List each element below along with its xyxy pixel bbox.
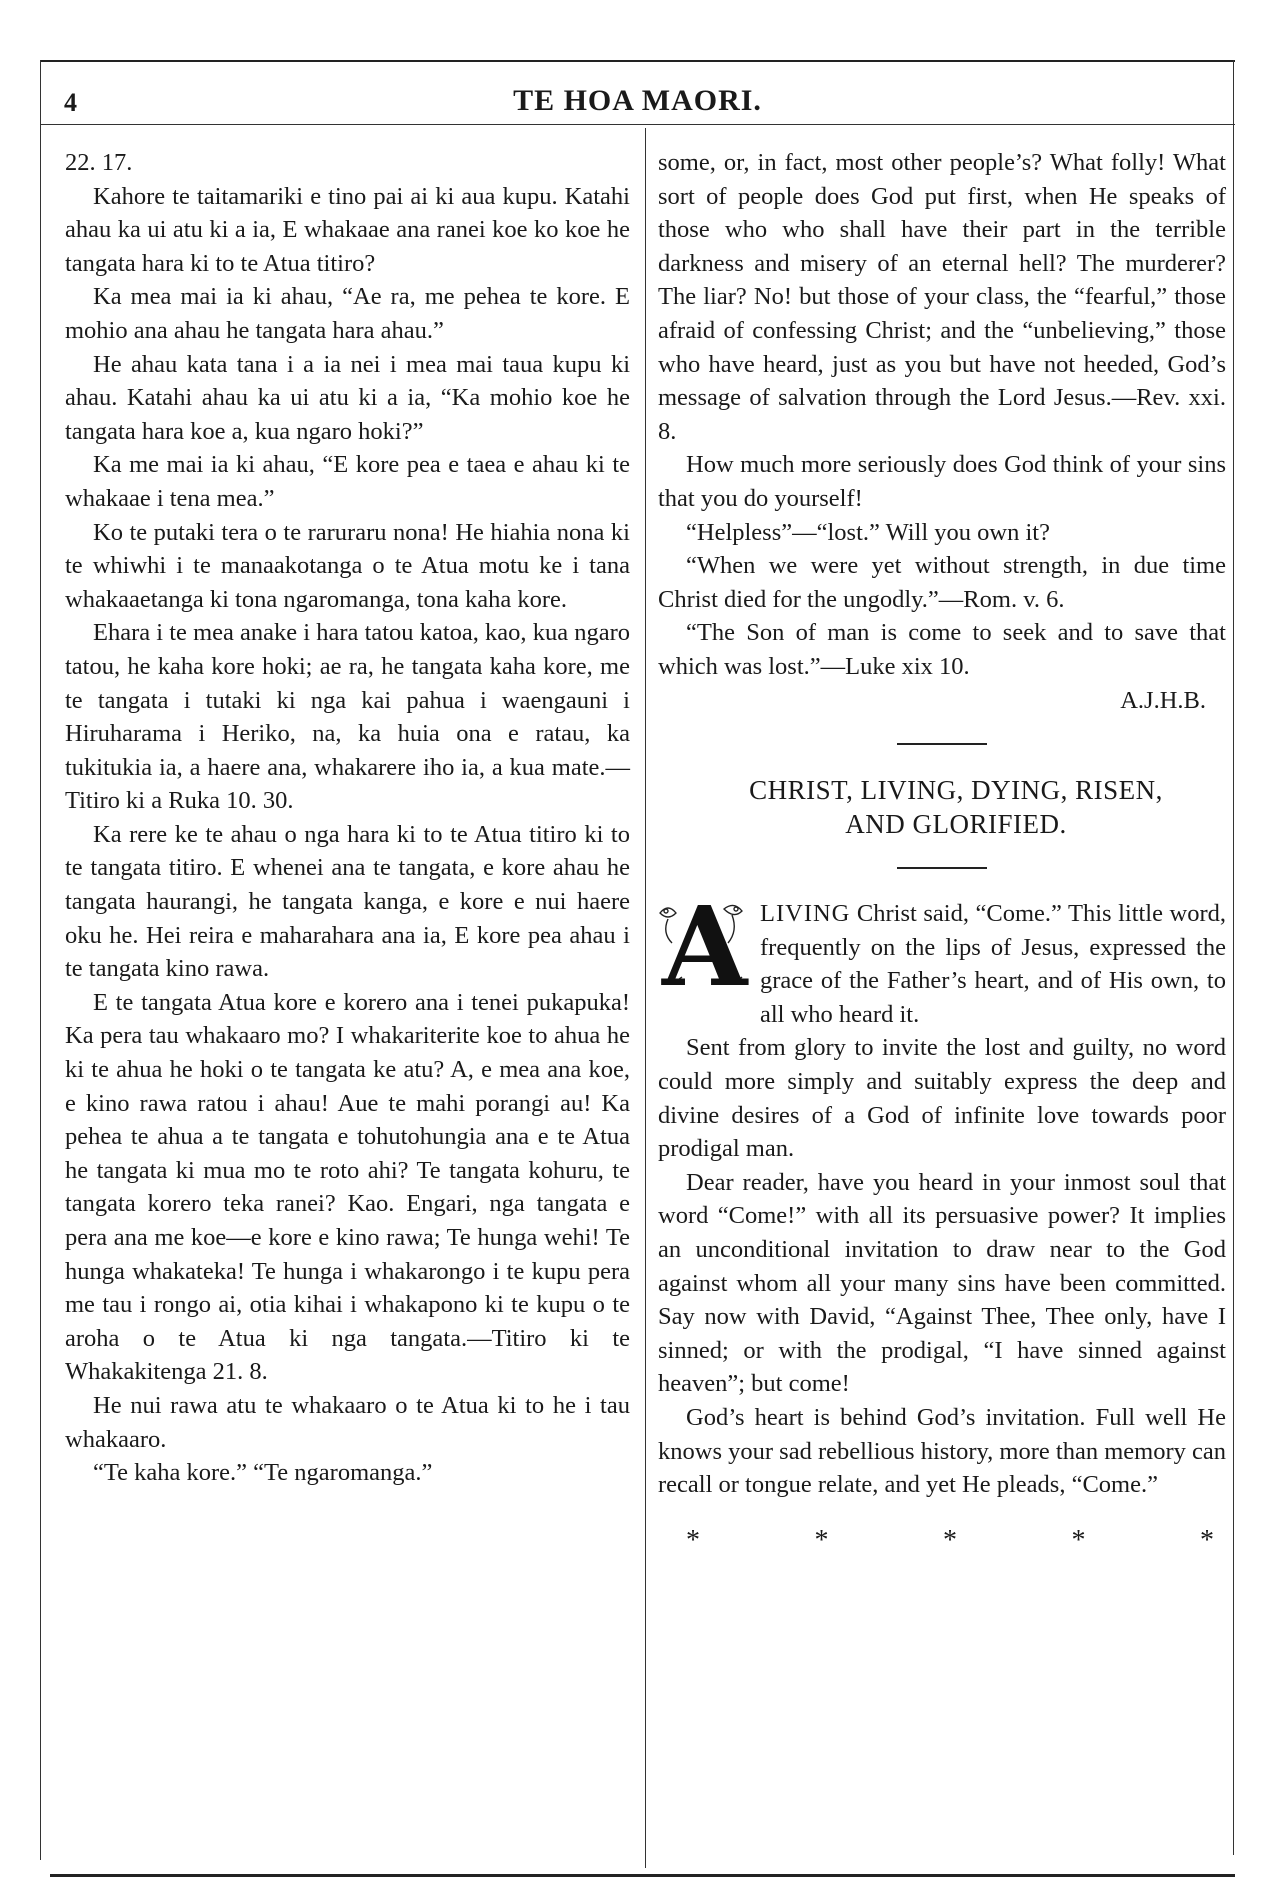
dropcap-paragraph-text: Christ said, “Come.” This little word, frequently on the lips of Jesus, expressed the grace of the Father’s heart, and of His own, to all who heard it. (760, 900, 1227, 1028)
newspaper-page (40, 60, 1240, 1880)
frame-left-rule (40, 60, 41, 1860)
right-paragraph: “When we were yet without strength, in due time Christ died for the ungodly.”—Rom. v. 6. (658, 552, 1226, 613)
asterisk: * (686, 1524, 700, 1556)
section-separator-rule (897, 743, 987, 745)
section-title-line-1: CHRIST, LIVING, DYING, RISEN, (749, 775, 1163, 806)
left-paragraph: Ka me mai ia ki ahau, “E kore pea e taea e ahau ki te whakaae i tena mea.” (65, 451, 630, 512)
asterisk: * (1200, 1524, 1214, 1556)
dropcap-letter: A (662, 882, 748, 1012)
left-paragraph: E te tangata Atua kore e korero ana i tenei pukapuka! Ka pera tau whakaaro mo? I whakariterite koe to ahua he ki te ahua he hoki o te tangata ke atu? A, e mea ana koe, e kino rawa ratou i ahau! Aue te mahi porangi au! Ka pehea te ahua a te tangata e tohutohungia ana e te Atua he tangata ki mua mo te roto ahi? Te tangata kohuru, te tangata korero teka ranei? Kao. Engari, nga tangata e pera ana me koe—e kore e kino rawa; Te hunga wehi! Te hunga whakateka! Te hunga i whakarongo i te kupu pera me tau i rongo ai, otia kihai i whakapono ki te kupu o te aroha o te Atua ki nga tangata.—Titiro ki te Whakakitenga 21. 8. (65, 988, 630, 1386)
left-paragraph: “Te kaha kore.” “Te ngaromanga.” (93, 1459, 433, 1487)
left-paragraph: Kahore te taitamariki e tino pai ai ki aua kupu. Katahi ahau ka ui atu ki a ia, E whakaae ana ranei koe ko koe he tangata hara ki to te Atua titiro? (65, 182, 630, 277)
left-paragraph: Ka mea mai ia ki ahau, “Ae ra, me pehea te kore. E mohio ana ahau he tangata hara ahau.” (65, 283, 630, 344)
dropcap-lead-in: LIVING (760, 900, 851, 928)
right-paragraph: God’s heart is behind God’s invitation. Full well He knows your sad rebellious history, more than memory can recall or tongue relate, and yet He pleads, “Come.” (658, 1404, 1226, 1499)
asterisk: * (1071, 1524, 1086, 1556)
asterisk: * (814, 1524, 829, 1556)
frame-right-rule (1233, 60, 1234, 1855)
asterism-row (658, 1502, 1226, 1558)
left-paragraph: Ko te putaki tera o te raruraru nona! He hiahia nona ki te whiwhi i te manaakotanga o te Atua motu ke i tana whakaaetanga ki tona ngaromanga, tona kaha kore. (65, 518, 630, 613)
ornamental-dropcap (654, 882, 750, 1012)
right-paragraph: How much more seriously does God think of your sins that you do yourself! (658, 451, 1226, 512)
author-signature: A.J.H.B. (1120, 686, 1206, 714)
frame-top-rule (40, 60, 1235, 62)
frame-bottom-rule (50, 1874, 1235, 1877)
section-separator-rule (897, 867, 987, 869)
left-paragraph: 22. 17. (65, 149, 133, 176)
left-paragraph: Ka rere ke te ahau o nga hara ki to te Atua titiro ki to te tangata titiro. E whenei ana te tangata, e kore ahau he tangata haurangi, he tangata kanga, e kore e nui haere oku he. Hei reira e maharahara ana ia, E kore pea ahau i te tangata kino rawa. (65, 820, 630, 983)
right-paragraph: Dear reader, have you heard in your inmost soul that word “Come!” with all its persuasive power? It implies an unconditional invitation to draw near to the God against whom all your many sins have been committed. Say now with David, “Against Thee, Thee only, have I sinned; or with the prodigal, “I have sinned against heaven”; but come! (658, 1168, 1226, 1398)
right-column (658, 146, 1226, 1557)
left-column (65, 146, 630, 1490)
section-title-line-2: AND GLORIFIED. (845, 809, 1067, 840)
running-title: TE HOA MAORI. (513, 84, 762, 117)
column-divider (645, 128, 646, 1868)
header-rule (40, 124, 1235, 125)
dropcap-paragraph (658, 882, 1227, 1031)
asterisk: * (943, 1524, 957, 1556)
right-paragraph: some, or, in fact, most other people’s? What folly! What sort of people does God put first, when He speaks of those who who shall have their part in the terrible darkness and misery of an eternal hell? The murderer? The liar? No! but those of your class, the “fearful,” those afraid of confessing Christ; and the “unbelieving,” those who have heard, just as you but have not heeded, God’s message of salvation through the Lord Jesus.—Rev. xxi. 8. (658, 149, 1226, 445)
page-number: 4 (64, 88, 77, 117)
left-paragraph: He ahau kata tana i a ia nei i mea mai taua kupu ki ahau. Katahi ahau ka ui atu ki a ia, “Ka mohio koe he tangata hara koe a, kua ngaro hoki?” (65, 350, 630, 445)
right-paragraph: Sent from glory to invite the lost and guilty, no word could more simply and suitably express the deep and divine desires of a God of infinite love towards poor prodigal man. (658, 1034, 1226, 1163)
left-paragraph: Ehara i te mea anake i hara tatou katoa, kao, kua ngaro tatou, he kaha kore hoki; ae ra, he tangata kaha kore, me te tangata i tutaki ki nga kai pahua i waengauni i Hiruharama i Heriko, na, ka huia ona e ratau, ka tukitukia ia, a haere ana, whakarere iho ia, a kua mate.—Titiro ki a Ruka 10. 30. (65, 619, 630, 815)
right-paragraph: “Helpless”—“lost.” Will you own it? (686, 518, 1050, 546)
right-paragraph: “The Son of man is come to seek and to save that which was lost.”—Luke xix 10. (658, 619, 1226, 680)
left-paragraph: He nui rawa atu te whakaaro o te Atua ki to he i tau whakaaro. (65, 1391, 630, 1453)
